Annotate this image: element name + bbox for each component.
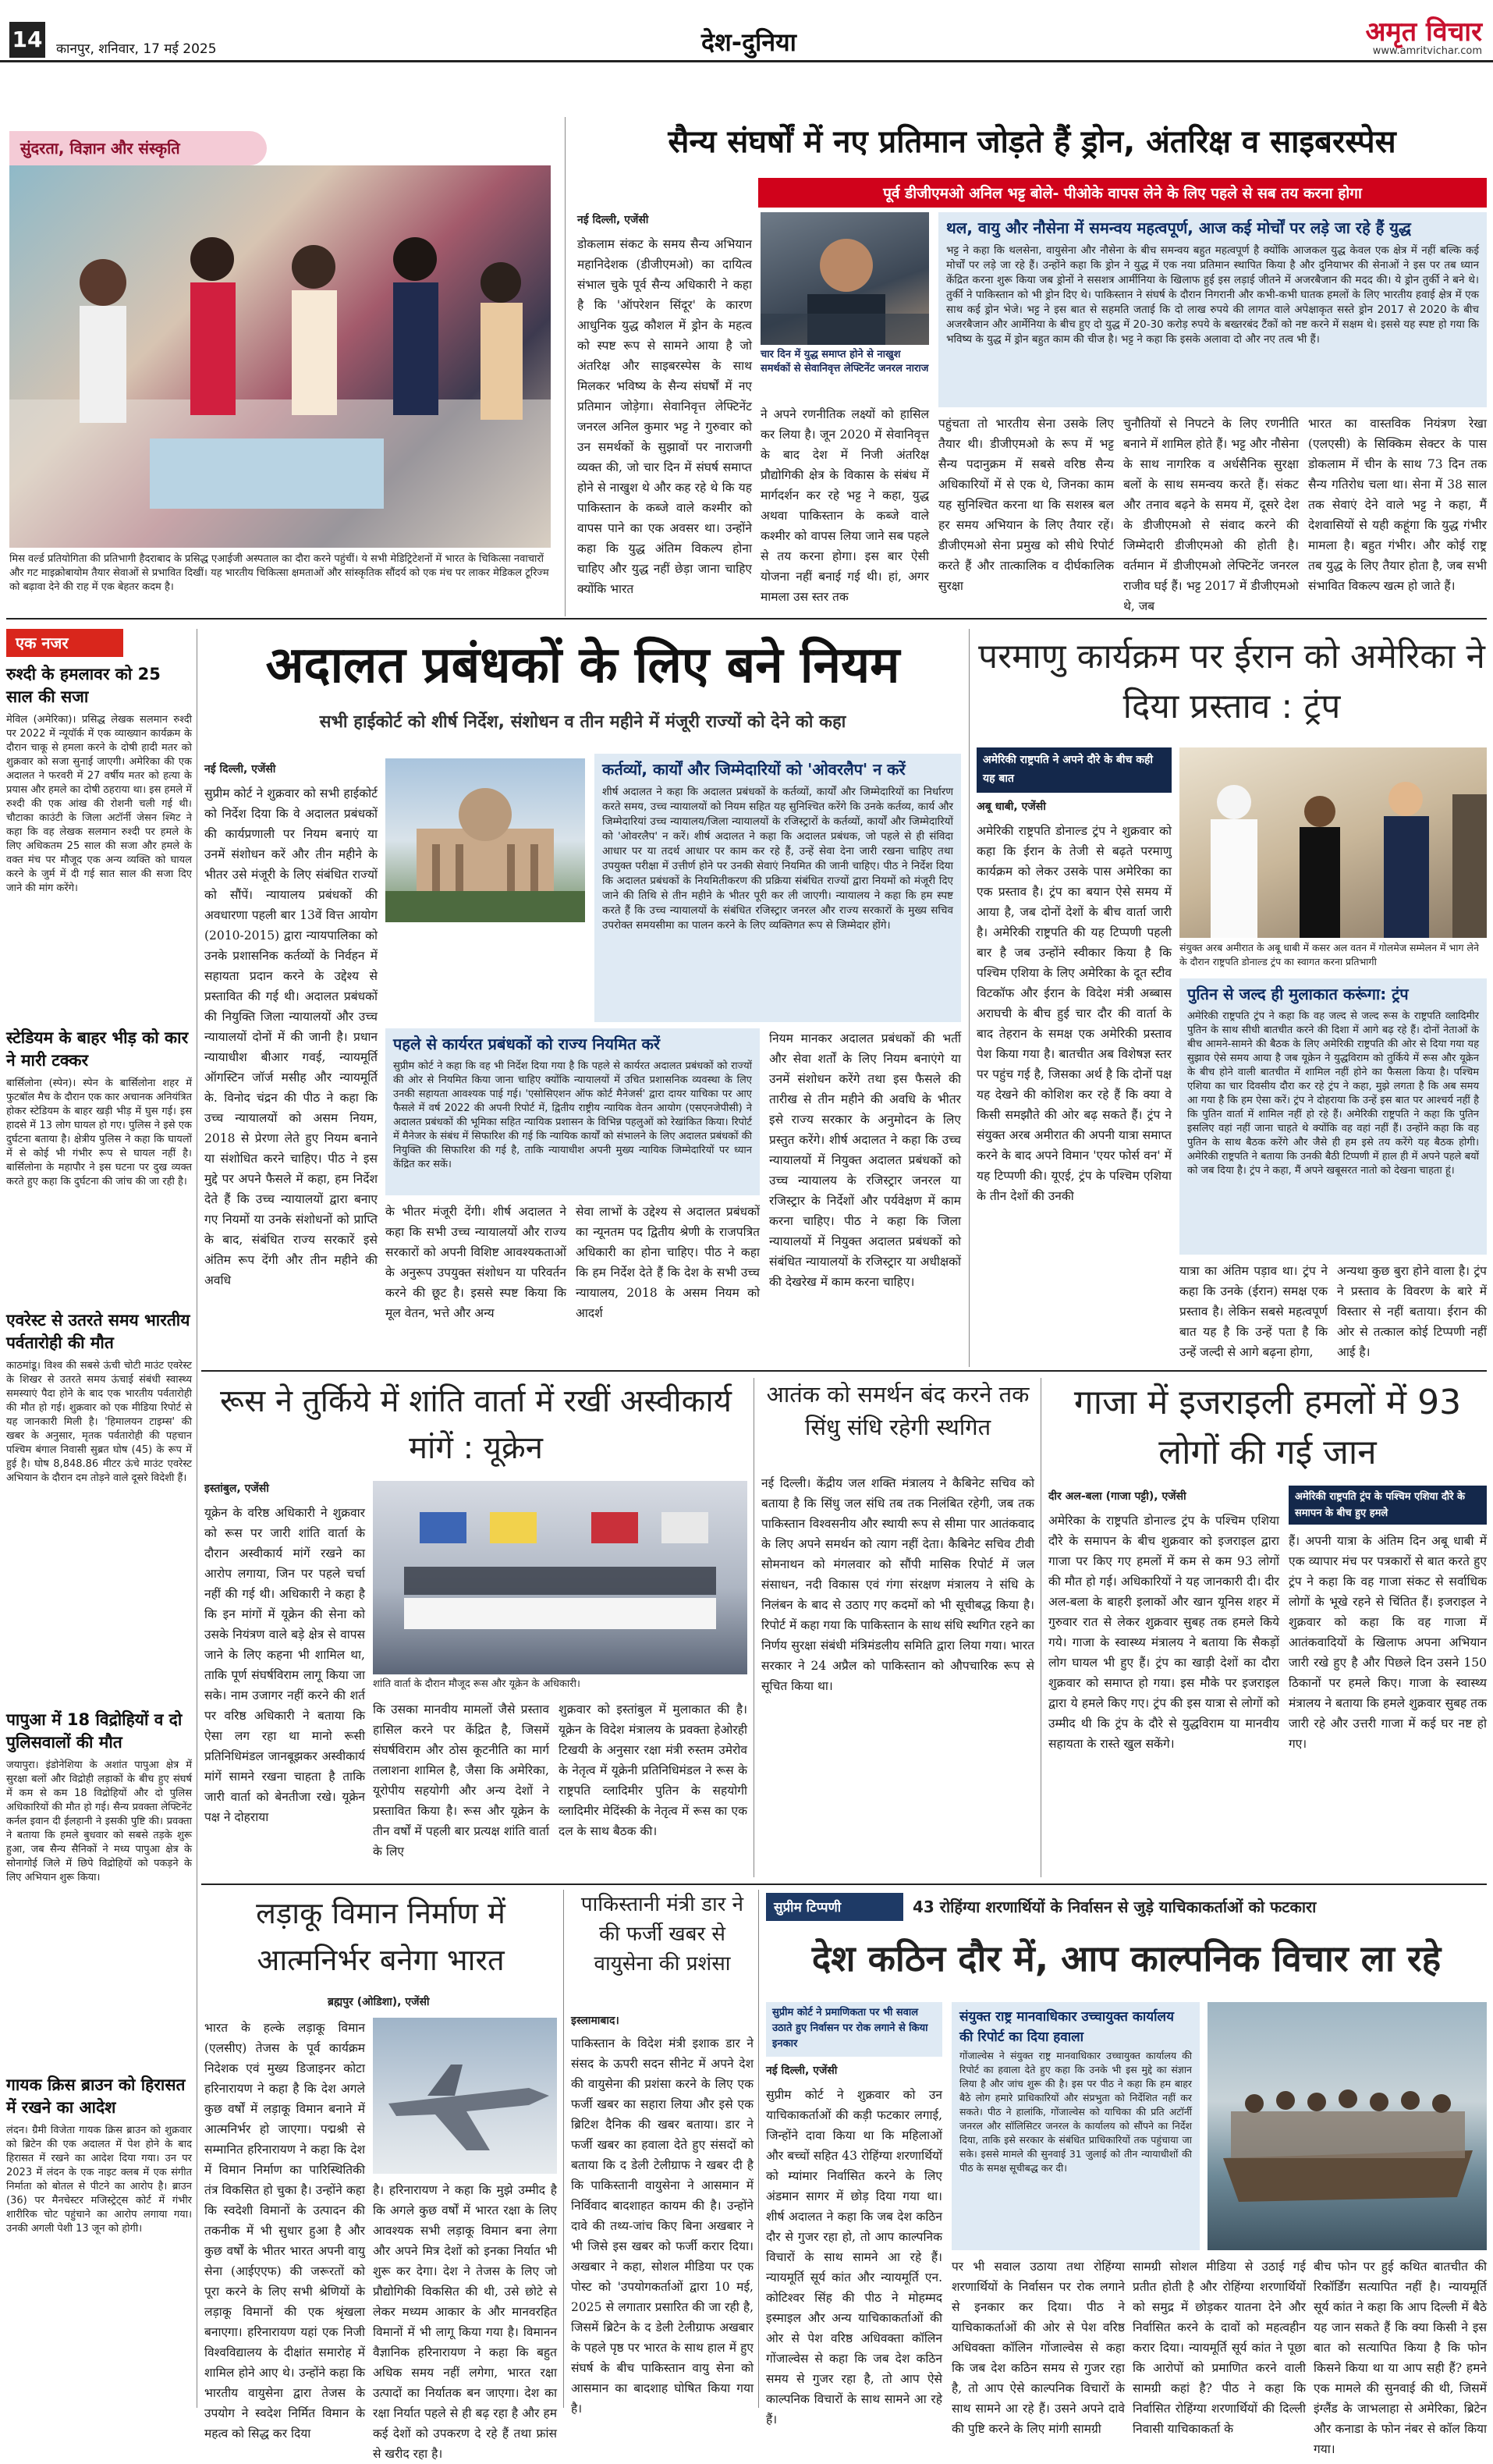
supreme-col-3: सामग्री सोशल मीडिया से उठाई गई प्रतीत होती है और रोहिंग्या शरणार्थियों को समुद्र में छोड़कर यातना देने और निर्वासित करने के दावों को महत्वहीन करार दिया। न्यायमूर्ति सूर्य कांत ने पूछा कि आरोपों को प्रमाणित करने वाली सामग्री कहां है? पीठ ने कहा कि निर्वासित रोहिंग्या शरणार्थियों की दिल्ली निवासी याचिकाकर्ता के — [1133, 2260, 1306, 2436]
nazar-item-headline: एवरेस्ट से उतरते समय भारतीय पर्वतारोही की मौत — [6, 1311, 190, 1352]
gaza-tag: अमेरिकी राष्ट्रपति ट्रंप के पश्चिम एशिया दौरे के समापन के बीच हुए हमले — [1289, 1486, 1487, 1525]
drone-col-1: डोकलाम संकट के समय सैन्य अभियान महानिदेशक (डीजीएमओ) का दायित्व संभाल चुके पूर्व सैन्य अधिकारी ने कहा है कि 'ऑपरेशन सिंदूर' के कारण आधुनिक युद्ध कौशल में ड्रोन के महत्व को स्पष्ट रूप से सामने आया है जो अंतरिक्ष और साइबरस्पेस के साथ मिलकर भविष्य के सैन्य संघर्षों में नए प्रतिमान जोड़ेगा। सेवानिवृत्त लेफ्टिनेंट जनरल अनिल कुमार भट्ट ने गुरुवार को उन समर्थकों के सुझावों पर नाराजगी व्यक्त की, जो चार दिन में संघर्ष समाप्त होने से नाखुश थे और कह रहे थे कि यह पाकिस्तान के कब्जे वाले कश्मीर को वापस पाने का एक अवसर था। उन्होंने कहा कि युद्ध अंतिम विकल्प होना चाहिए और युद्ध नहीं छेड़ा जाना चाहिए क्योंकि भारत — [577, 237, 752, 596]
supreme-banner: 43 रोहिंग्या शरणार्थियों के निर्वासन से जुड़े याचिकाकर्ताओं को फटकारा — [913, 1898, 1317, 1916]
iran-col-3: अन्यथा कुछ बुरा होने वाला है। ट्रंप ने प्रस्ताव के विवरण के बारे में विस्तार से नहीं बताया। ईरान की ओर से तत्काल कोई टिप्पणी नहीं आई है। — [1337, 1264, 1487, 1359]
indus-text: नई दिल्ली। केंद्रीय जल शक्ति मंत्रालय ने कैबिनेट सचिव को बताया है कि सिंधु जल संधि तब तक निलंबित रहेगी, जब तक पाकिस्तान विश्वसनीय और स्थायी रूप से सीमा पार आतंकवाद के लिए अपने समर्थन को त्याग नहीं देता। कैबिनेट सचिव टीवी सोमनाथन को मंगलवार को सौंपी मासिक रिपोर्ट में जल संसाधन, नदी विकास एवं गंगा संरक्षण मंत्रालय ने संधि के निलंबन के बाद से उठाए गए कदमों को भी सूचीबद्ध किया है। रिपोर्ट में कहा गया कि पाकिस्तान के साथ संधि स्थगित रहने का निर्णय सुरक्षा संबंधी मंत्रिमंडलीय समिति द्वारा लिया गया। भारत सरकार ने 24 अप्रैल को पाकिस्तान को औपचारिक रूप से सूचित किया था। — [761, 1476, 1034, 1693]
ek-nazar-label-box: एक नजर — [6, 629, 123, 657]
nazar-item-text: बार्सिलोना (स्पेन)। स्पेन के बार्सिलोना शहर में फुटबॉल मैच के दौरान एक कार अचानक अनियंत्रित होकर स्टेडियम के बाहर खड़ी भीड़ में घुस गई। इस हादसे में 13 लोग घायल हो गए। पुलिस ने इसे एक दुर्घटना बताया है। क्षेत्रीय पुलिस ने कहा कि घायलों में से कोई भी गंभीर रूप से घायल नहीं है। बार्सिलोना के महापौर ने इस घटना पर दुख व्यक्त करते हुए कहा कि दुर्घटना की जांच की जा रही है। — [6, 1078, 192, 1188]
trump-uae-caption: संयुक्त अरब अमीरात के अबू धाबी में कसर अल वतन में गोलमेज सम्मेलन में भाग लेने के दौरान राष्ट्रपति डोनाल्ड ट्रंप का स्वागत करना प्रतिभागी — [1179, 942, 1479, 967]
drone-col-2: ने अपने रणनीतिक लक्ष्यों को हासिल कर लिया है। जून 2020 में सेवानिवृत्त के बाद देश में निजी अंतरिक्ष प्रौद्योगिकी क्षेत्र के विकास के संबंध में मार्गदर्शन कर रहे भट्ट ने कहा, युद्ध अथवा पाकिस्तान के कब्जे वाले कश्मीर को वापस लिया जाने सब पहले से तय करना होगा। इस बार ऐसी योजना नहीं बनाई गई थी। हां, अगर मामला उस स्तर तक — [761, 407, 929, 604]
ek-nazar-sidebar — [6, 629, 192, 2408]
peace-talks-caption: शांति वार्ता के दौरान मौजूद रूस और यूक्रेन के अधिकारी। — [373, 1678, 580, 1690]
nazar-item-text: मेविल (अमेरिका)। प्रसिद्ध लेखक सलमान रुश्दी पर 2022 में न्यूयॉर्क में एक व्याख्यान कार्यक्रम के दौरान चाकू से हमला करने के दोषी हादी मतर को शुक्रवार को सजा सुनाई जाएगी। अमेरिका की एक अदालत ने फरवरी में 27 वर्षीय मतर को हत्या के प्रयास और हमले का दोषी ठहराया था। इस हमले में रुश्दी की एक आंख की रोशनी चली गई थी। चौटाका काउंटी के जिला अटॉर्नी जेसन श्मिट ने कहा कि वह लेखक सलमान रुश्दी पर हमले के लिए अधिकतम 25 साल की सजा और हमले के वक्त मंच पर मौजूद एक अन्य व्यक्ति को घायल करने के जुर्म में दी गई सात साल की सजा दिए जाने की मांग करेंगे। — [6, 714, 192, 894]
drone-box-text: भट्ट ने कहा कि थलसेना, वायुसेना और नौसेना के बीच समन्वय बहुत महत्वपूर्ण है क्योंकि आजकल युद्ध केवल एक क्षेत्र में नहीं बल्कि कई मोर्चों पर लड़े जा रहे हैं। उन्होंने कहा कि ड्रोन ने युद्ध में एक नया प्रतिमान स्थापित किया है और दुनियाभर की सेनाओं ने इस पर तब ध्यान केंद्रित करना शुरू किया जब ड्रोनों ने ससशत्र आर्मीनिया के खिलाफ हुई इस लड़ाई जीतने में अजरबैजान की मदद की। ये ड्रोन तुर्की ने बने थे। तुर्की ने पाकिस्तान को भी ड्रोन दिए थे। पाकिस्तान ने संघर्ष के दौरान निगरानी और कभी-कभी घातक हमलों के लिए भारतीय हवाई क्षेत्र में एक साथ कई ड्रोन भेजे। भट्ट ने इस बात से सहमति जताई कि दो लाख रुपये की लागत वाले अपेक्षाकृत सस्ते ड्रोन 2017 से 2020 के बीच अजरबैजान और आर्मेनिया के बीच हुए दो युद्ध में 20-30 करोड़ रुपये के बख्तरबंद टैंकों को नष्ट करने में सक्षम थे। इससे यह स्पष्ट हो गया कि भविष्य के युद्ध में ड्रोन बहुत काम की चीज है। भट्ट ने कहा कि इसके अलावा दो और नए तत्व भी हैं। — [946, 244, 1479, 346]
iran-col-1: अमेरिकी राष्ट्रपति डोनाल्ड ट्रंप ने शुक्रवार को कहा कि ईरान के तेजी से बढ़ते परमाणु कार्यक्रम को लेकर उसके पास अमेरिका का एक प्रस्ताव है। ट्रंप का बयान ऐसे समय में आया है, जब दोनों देशों के बीच वार्ता जारी है। अमेरिकी राष्ट्रपति की यह टिप्पणी पहली बार है जब उन्होंने स्वीकार किया है कि पश्चिम एशिया के लिए अमेरिका के दूत स्टीव विटकॉफ और ईरान के विदेश मंत्री अब्बास अराघची के बीच हुई चार दौर की वार्ता के बाद तेहरान के समक्ष एक अमेरिकी प्रस्ताव पेश किया गया है। बातचीत अब विशेषज्ञ स्तर पर पहुंच गई है, जिसका अर्थ है कि दोनों पक्ष यह देखने की कोशिश कर रहे हैं कि क्या वे किसी समझौते की ओर बढ़ सकते हैं। ट्रंप ने संयुक्त अरब अमीरात की अपनी यात्रा समाप्त करने के बाद अपने विमान 'एयर फोर्स वन' में यह टिप्पणी की। यूएई, ट्रंप के पश्चिम एशिया के तीन देशों की उनकी — [977, 824, 1172, 1203]
drone-byline: नई दिल्ली, एजेंसी — [577, 214, 649, 226]
drone-col-5: भारत का वास्तविक नियंत्रण रेखा (एलएसी) के सिक्किम सेक्टर के पास डोकलाम में चीन के साथ 73 दिन तक सैन्य गतिरोध चला था। सेना में 38 साल तक सेवाएं देने वाले भट्ट ने कहा, मैं देशवासियों से यही कहूंगा कि युद्ध गंभीर मामला है। बहुत गंभीर। और कोई राष्ट्र तब युद्ध के लिए तैयार होता है, जब सभी संभावित विकल्प खत्म हो जाते हैं। — [1308, 417, 1487, 593]
fighter-col-2: है। हरिनारायण ने कहा कि मुझे उम्मीद है कि अगले कुछ वर्षों में भारत रक्षा के लिए आवश्यक सभी लड़ाकू विमान बना लेगा और अपने मित्र देशों को इनका निर्यात भी शुरू कर देगा। देश ने तेजस के लिए जो प्रौद्योगिकी विकसित की थी, उसे छोटे से लेकर मध्यम आकार के और मानवरहित विमानों में भी लागू किया गया है। विमानन वैज्ञानिक हरिनारायण ने कहा कि बहुत अधिक समय नहीं लगेगा, भारत रक्षा उत्पादों का निर्यातक बन जाएगा। देश का रक्षा निर्यात पहले से ही बढ़ रहा है और हम कई देशों को उपकरण दे रहे हैं तथा फ्रांस से खरीद रहा है। — [373, 2183, 557, 2461]
column-divider — [563, 1890, 564, 2408]
supreme-tag: सुप्रीम टिप्पणी — [766, 1893, 903, 1921]
anil-bhatt-photo — [761, 212, 929, 345]
drone-box-headline: थल, वायु और नौसेना में समन्वय महत्वपूर्ण, आज कई मोर्चों पर लड़े जा रहे हैं युद्ध — [946, 218, 1411, 237]
putin-box — [1179, 978, 1487, 1255]
nazar-item-headline: पापुआ में 18 विद्रोहियों व दो पुलिसवालों की मौत — [6, 1710, 183, 1752]
section-title: देश-दुनिया — [701, 27, 796, 57]
rohingya-boat-photo — [1208, 2002, 1487, 2250]
supreme-box — [952, 2002, 1200, 2250]
column-divider — [758, 1890, 759, 2408]
supreme-byline: नई दिल्ली, एजेंसी — [766, 2065, 838, 2077]
nazar-item-text: लंदन। ग्रैमी विजेता गायक क्रिस ब्राउन को शुक्रवार को ब्रिटेन की एक अदालत में पेश होने के बाद हिरासत में रखने का आदेश दिया गया। उन पर 2023 में लंदन के एक नाइट क्लब में एक संगीत निर्माता को बोतल से पीटने का आरोप है। ब्राउन (36) पर मैनचेस्टर मजिस्ट्रेट्स कोर्ट में गंभीर शारीरिक चोट पहुंचाने का आरोप लगाया गया। उनकी अगली पेशी 13 जून को होगी। — [6, 2125, 192, 2235]
supreme-col-1: सुप्रीम कोर्ट ने शुक्रवार को उन याचिकाकर्ताओं की कड़ी फटकार लगाई, जिन्होंने दावा किया था कि महिलाओं और बच्चों सहित 43 रोहिंग्या शरणार्थियों को म्यांमार निर्वासित करने के लिए अंडमान सागर में छोड़ दिया गया था। शीर्ष अदालत ने कहा कि जब देश कठिन दौर से गुजर रहा हो, तो आप काल्पनिक विचारों के साथ सामने आ रहे हैं। न्यायमूर्ति सूर्य कांत और न्यायमूर्ति एन. कोटिश्वर सिंह की पीठ ने मोहम्मद इस्माइल और अन्य याचिकाकर्ताओं की ओर से पेश वरिष्ठ अधिवक्ता कॉलिन गोंजाल्वेस से कहा कि जब देश कठिन समय से गुजर रहा है, तो आप ऐसे काल्पनिक विचारों के साथ सामने आ रहे हैं। — [766, 2088, 942, 2427]
anil-bhatt-caption: चार दिन में युद्ध समाप्त होने से नाखुश समर्थकों से सेवानिवृत्त लेफ्टिनेंट जनरल नाराज — [761, 349, 929, 375]
column-divider — [565, 117, 566, 616]
fighter-byline: ब्रह्मपुर (ओडिशा), एजेंसी — [328, 1996, 430, 2008]
culture-tag: सुंदरता, विज्ञान और संस्कृति — [9, 131, 267, 165]
russia-col-1: यूक्रेन के वरिष्ठ अधिकारी ने शुक्रवार को रूस पर जारी शांति वार्ता के दौरान अस्वीकार्य मांगें रखने का आरोप लगाया, जिन पर पहले चर्चा नहीं की गई थी। अधिकारी ने कहा है कि इन मांगों में यूक्रेन की सेना को उसके नियंत्रण वाले बड़े क्षेत्र से वापस जाने के लिए कहना भी शामिल था, ताकि पूर्ण संघर्षविराम लागू किया जा सके। नाम उजागर नहीं करने की शर्त पर वरिष्ठ अधिकारी ने बताया कि ऐसा लग रहा था मानो रूसी प्रतिनिधिमंडल जानबूझकर अस्वीकार्य मांगें सामने रखना चाहता है ताकि जारी वार्ता को बेनतीजा रखे। यूक्रेन पक्ष ने दोहराया — [204, 1506, 365, 1824]
nazar-item-text: काठमांडू। विश्व की सबसे ऊंची चोटी माउंट एवरेस्ट के शिखर से उतरते समय ऊंचाई संबंधी स्वास्थ्य समस्याएं पैदा होने के बाद एक भारतीय पर्वतारोही की मौत हो गई। शुक्रवार को एक मीडिया रिपोर्ट से यह जानकारी मिली है। 'हिमालयन टाइम्स' की खबर के अनुसार, मृतक पर्वतारोही की पहचान पश्चिम बंगाल निवासी सुब्रत घोष (45) के रूप में हुई है। घोष 8,848.86 मीटर ऊंचे माउंट एवरेस्ट अभियान के दौरान दम तोड़ने वाले दूसरे विदेशी हैं। — [6, 1360, 192, 1484]
iran-tag: अमेरिकी राष्ट्रपति ने अपने दौरे के बीच कही यह बात — [977, 747, 1172, 793]
dar-text: पाकिस्तान के विदेश मंत्री इशाक डार ने संसद के ऊपरी सदन सीनेट में अपने देश की वायुसेना की प्रशंसा करने के लिए एक फर्जी खबर का सहारा लिया और इसे एक ब्रिटिश दैनिक की खबर बताया। डार ने फर्जी खबर का हवाला देते हुए संसदों को बताया कि द डेली टेलीग्राफ ने खबर दी है कि पाकिस्तानी वायुसेना ने आसमान में निर्विवाद बादशाहत कायम की है। उन्होंने दावे की तथ्य-जांच किए बिना अखबार ने भी जिसे इस खबर को फर्जी करार दिया। अखबार ने कहा, सोशल मीडिया पर एक पोस्ट को 'उपयोगकर्ताओं द्वारा 10 मई, 2025 से लगातार प्रसारित की जा रही है, जिसमें ब्रिटेन के द डेली टेलीग्राफ अखबार के पहले पृष्ठ पर भारत के साथ हाल में हुए संघर्ष के बीच पाकिस्तान वायु सेना को आसमान का बादशाह घोषित किया गया है। — [571, 2036, 754, 2416]
indus-headline: आतंक को समर्थन बंद करने तक सिंधु संधि रहेगी स्थगित — [766, 1381, 1030, 1440]
courts-subheadline: सभी हाईकोर्ट को शीर्ष निर्देश, संशोधन व तीन महीने में मंजूरी राज्यों को देने को कहा — [319, 712, 846, 732]
gaza-byline: दीर अल-बला (गाजा पट्टी), एजेंसी — [1048, 1490, 1186, 1503]
supreme-court-photo — [385, 758, 585, 922]
gaza-col-2: हैं। अपनी यात्रा के अंतिम दिन अबू धाबी में एक व्यापार मंच पर पत्रकारों से बात करते हुए ट्रंप ने कहा कि वह गाजा संकट से सर्वाधिक लोगों के भूखे रहने से चिंतित हैं। इजराइल ने शुक्रवार को कहा कि वह गाजा में आतंकवादियों के खिलाफ अपना अभियान जारी रखे हुए है और पिछले दिन उसने 150 ठिकानों पर हमले किए। गाजा के स्वास्थ्य मंत्रालय ने बताया कि हमले शुक्रवार सुबह तक जारी रहे और उत्तरी गाजा में कई घर नष्ट हो गए। — [1289, 1534, 1487, 1751]
drone-banner: पूर्व डीजीएमओ अनिल भट्ट बोले- पीओके वापस लेने के लिए पहले से सब तय करना होगा — [758, 178, 1487, 208]
fighter-headline: लड़ाकू विमान निर्माण में आत्मनिर्भर बनेगा भारत — [256, 1896, 505, 1977]
column-divider — [969, 629, 970, 1367]
supreme-col-4: बीच फोन पर हुई कथित बातचीत की रिकॉर्डिंग सत्यापित नहीं है। न्यायमूर्ति सूर्य कांत ने कहा कि आप दिल्ली में बैठे यह जान सकते हैं कि क्या किसी ने इस बात को सत्यापित किया है कि फोन किसने किया था या आप सही हैं? हमने एक मामले की सुनवाई की थी, जिसमें इंग्लैंड के जाभलाहा से अमेरिका, ब्रिटेन और कनाडा के फोन नंबर से कॉल किया गया। — [1314, 2260, 1487, 2456]
masthead — [0, 0, 1493, 62]
courts-byline: नई दिल्ली, एजेंसी — [204, 763, 276, 776]
drone-sidebar-box — [938, 212, 1487, 407]
iran-col-2: यात्रा का अंतिम पड़ाव था। ट्रंप ने कहा कि उनके (ईरान) समक्ष एक प्रस्ताव है। लेकिन सबसे महत्वपूर्ण बात यह है कि उन्हें पता है कि उन्हें जल्दी से आगे बढ़ना होगा, — [1179, 1264, 1328, 1359]
brand-website: www.amritvichar.com — [1372, 45, 1482, 57]
fighter-col-1: भारत के हल्के लड़ाकू विमान (एलसीए) तेजस के पूर्व कार्यक्रम निदेशक एवं मुख्य डिजाइनर कोटा हरिनारायण ने कहा है कि देश अगले कुछ वर्षों में लड़ाकू विमान बनाने में आत्मनिर्भर हो जाएगा। पद्मश्री से सम्मानित हरिनारायण ने कहा कि देश में विमान निर्माण का पारिस्थितिकी तंत्र विकसित हो चुका है। उन्होंने कहा कि स्वदेशी विमानों के उत्पादन की तकनीक में भी सुधार हुआ है और कुछ वर्षों के भीतर भारत अपनी वायु सेना (आईएएफ) की जरूरतों को पूरा करने के लिए सभी श्रेणियों के लड़ाकू विमानों की एक श्रृंखला बनाएगा। हरिनारायण यहां एक निजी विश्वविद्यालय के दीक्षांत समारोह में शामिल होने आए थे। उन्होंने कहा कि भारतीय वायुसेना द्वारा तेजस के उपयोग ने स्वदेश निर्मित विमान के महत्व को सिद्ध कर दिया — [204, 2021, 365, 2441]
culture-caption: मिस वर्ल्ड प्रतियोगिता की प्रतिभागी हैदराबाद के प्रसिद्ध एआईजी अस्पताल का दौरा करने पहुंचीं। ये सभी मेडिट्रिटेशनों में भारत के चिकित्सा नवाचारों और गट माइक्रोबायोम तैयार सेवाओं से प्रभावित दिखीं। यह भारतीय चिकित्सा क्षमताओं और सांस्कृतिक सौंदर्य को एक मंच पर लाकर मेडिकल टूरिज्म को बढ़ावा देने की राह में एक बेहतर कदम है। — [9, 553, 549, 593]
iran-headline: परमाणु कार्यक्रम पर ईरान को अमेरिका ने दिया प्रस्ताव : ट्रंप — [978, 637, 1485, 726]
russia-byline: इस्तांबुल, एजेंसी — [204, 1482, 269, 1495]
drone-col-4: चुनौतियों से निपटने के लिए रणनीति बनाने में शामिल होते हैं। भट्ट और नौसेना के साथ नागरिक व अर्धसैनिक सुरक्षा बलों के साथ समन्वय करते हैं। संकट और तनाव बढ़ने के समय में, दूसरे देश के डीजीएमओ से संवाद करने की जिम्मेदारी डीजीएमओ की होती है। वर्तमान में डीजीएमओ लेफ्टिनेंट जनरल राजीव घई हैं। भट्ट 2017 में डीजीएमओ थे, जब — [1123, 417, 1299, 613]
russia-col-3: शुक्रवार को इस्तांबुल में मुलाकात की है। यूक्रेन के विदेश मंत्रालय के प्रवक्ता हेओरही टिखयी के अनुसार रक्षा मंत्री रुस्तम उमेरोव के नेतृत्व में यूक्रेनी प्रतिनिधिमंडल ने रूस के राष्ट्रपति व्लादिमीर पुतिन के सहयोगी व्लादिमीर मेदिंस्की के नेतृत्व में रूस का एक दल के साथ बैठक की। — [559, 1702, 747, 1838]
gaza-col-1: अमेरिका के राष्ट्रपति डोनाल्ड ट्रंप के पश्चिम एशिया दौरे के समापन के बीच शुक्रवार को इजराइल द्वारा गाजा पर किए गए हमलों में कम से कम 93 लोगों की मौत हो गई। अधिकारियों ने यह जानकारी दी। दीर अल-बला के बाहरी इलाकों और खान यूनिस शहर में गुरुवार रात से लेकर शुक्रवार सुबह तक हमले किये गये। गाजा के स्वास्थ्य मंत्रालय ने बताया कि सैकड़ों लोग घायल भी हुए हैं। ट्रंप का खाड़ी देशों का दौरा शुक्रवार को समाप्त हो गया। इस मौके पर इजराइल द्वारा ये हमले किए गए। ट्रंप की इस यात्रा से लोगों को उम्मीद थी कि ट्रंप के दौरे से युद्धविराम या मानवीय सहायता के रास्ते खुल सकेंगे। — [1048, 1514, 1279, 1751]
horizontal-rule — [201, 1370, 1487, 1372]
supreme-col-2: पर भी सवाल उठाया तथा रोहिंग्या शरणार्थियों के निर्वासन पर रोक लगाने से इनकार कर दिया। पीठ ने याचिकाकर्ताओं की ओर से पेश वरिष्ठ अधिवक्ता कॉलिन गोंजाल्वेस से कहा कि जब देश कठिन समय से गुजर रहा है, तो आप ऐसे काल्पनिक विचारों के साथ सामने आ रहे हैं। उसने अपने दावे की पुष्टि करने के लिए मांगी सामग्री — [952, 2260, 1125, 2436]
dar-headline: पाकिस्तानी मंत्री डार ने की फर्जी खबर से वायुसेना की प्रशंसा — [580, 1893, 744, 1976]
courts-col-4: नियम मानकर अदालत प्रबंधकों की भर्ती और सेवा शर्तों के लिए नियम बनाएंगे या उनमें संशोधन करेंगे तथा इस फैसले की तारीख से तीन महीने की अवधि के भीतर इसे राज्य सरकार के अनुमोदन के लिए प्रस्तुत करेंगे। शीर्ष अदालत ने कहा कि उच्च न्यायालयों में नियुक्त अदालत प्रबंधकों को उच्च न्यायालय के रजिस्ट्रार जनरल या रजिस्ट्रार के निर्देशों और पर्यवेक्षण में काम करना चाहिए। पीठ ने कहा कि जिला न्यायालयों में नियुक्त अदालत प्रबंधकों को संबंधित न्यायालयों के रजिस्ट्रार या अधीक्षकों की देखरेख में काम करना चाहिए। — [769, 1031, 961, 1289]
iran-byline: अबू धाबी, एजेंसी — [977, 801, 1046, 813]
horizontal-rule — [201, 1884, 1487, 1885]
drone-col-3: पहुंचता तो भारतीय सेना उसके लिए तैयार थी। डीजीएमओ के रूप में भट्ट सैन्य पदानुक्रम में सबसे वरिष्ठ सैन्य अधिकारियों में से एक थे, जिनका काम यह सुनिश्चित करना था कि सशस्त्र बल हर समय अभियान के लिए तैयार रहें। डीजीएमओ सेना प्रमुख को सीधे रिपोर्ट करते हैं और तात्कालिक व दीर्घकालिक सुरक्षा — [938, 417, 1114, 593]
putin-box-text: अमेरिकी राष्ट्रपति ट्रंप ने कहा कि वह जल्द से जल्द रूस के राष्ट्रपति व्लादिमीर पुतिन के साथ सीधी बातचीत करने की दिशा में आगे बढ़ रहे हैं। दोनों नेताओं के बीच आमने-सामने की बैठक के लिए अमेरिकी राष्ट्रपति की ओर से दिया गया यह सुझाव ऐसे समय आया है जब यूक्रेन ने युद्धविराम को तुर्किये में रूस और यूक्रेन के बीच होने वाली बातचीत में शामिल नहीं होने का फैसला किया है। पश्चिम एशिया का चार दिवसीय दौरा कर रहे ट्रंप ने कहा, मुझे लगता है कि अब समय आ गया है कि हम ऐसा करें। ट्रंप ने दोहराया कि उन्हें इस बात पर आश्चर्य नहीं है कि पुतिन वार्ता में शामिल नहीं हो रहे हैं। अमेरिकी राष्ट्रपति ने कहा कि पुतिन इसलिए वहां नहीं जाना चाहते थे क्योंकि वह वहां नहीं हैं। उन्होंने कहा कि वह पुतिन के साथ बैठक करेंगे और जैसे ही हम इसे तय करेंगे यह बैठक होगी। अमेरिकी राष्ट्रपति ने बताया कि उनकी बैठी टिप्पणी में हाल ही में अपने पहले बयों को जब दिया है। ट्रंप ने कहा, मैं अपने खबूसरत नातो को देखना चाहता हूं। — [1187, 1010, 1479, 1177]
nazar-item-headline: स्टेडियम के बाहर भीड़ को कार ने मारी टक्कर — [6, 1028, 189, 1070]
courts-box-2-headline: पहले से कार्यरत प्रबंधकों को राज्य नियमित करें — [393, 1035, 661, 1053]
courts-col-2: के भीतर मंजूरी देंगी। शीर्ष अदालत ने कहा कि सभी उच्च न्यायालयों और राज्य सरकारों को अपनी विशिष्ट आवश्यकताओं के अनुरूप उपयुक्त संशोधन या परिवर्तन करने की छूट है। इससे स्पष्ट किया कि मूल वेतन, भत्ते और अन्य — [385, 1205, 566, 1320]
supreme-headline: देश कठिन दौर में, आप काल्पनिक विचार ला रहे — [811, 1937, 1442, 1979]
courts-box-1-text: शीर्ष अदालत ने कहा कि अदालत प्रबंधकों के कर्तव्यों, कार्यों और जिम्मेदारियों का निर्धारण करते समय, उच्च न्यायालयों को नियम सहित यह सुनिश्चित करेंगे कि उनके कर्तव्य, कार्य और जिम्मेदारियां उच्च न्यायालय/जिला न्यायालयों के रजिस्ट्रारों के कर्तव्यों, कार्यों और जिम्मेदारियों को 'ओवरलैप' न करें। शीर्ष अदालत ने कहा कि अदालत प्रबंधक, जो पहले से ही संविदा आधार पर या तदर्थ आधार पर काम कर रहे हैं, उन्हें सेवा देना जारी रखना चाहिए तथा उपयुक्त परीक्षा में उत्तीर्ण होने पर उनकी सेवाएं नियमित की जानी चाहिए। पीठ ने निर्देश दिया कि अदालत प्रबंधकों के नियमितीकरण की प्रक्रिया संबंधित राज्यों द्वारा नियमों को मंजूरी दिए जाने की तिथि से तीन महीने के भीतर पूरी कर ली जाएगी। न्यायालय ने कहा कि हम स्पष्ट करते हैं कि उच्च न्यायालयों के संबंधित रजिस्ट्रार जनरल और राज्य सरकारों के मुख्य सचिव उपरोक्त समयसीमा का पालन करने के लिए व्यक्तिगत रूप से जिम्मेदार होंगे। — [602, 786, 953, 932]
putin-box-headline: पुतिन से जल्द ही मुलाकात करूंगा: ट्रंप — [1187, 985, 1409, 1003]
supreme-box-text: गोंजाल्वेस ने संयुक्त राष्ट्र मानवाधिकार उच्चायुक्त कार्यालय की रिपोर्ट का हवाला देते हुए कहा कि उनके भी इस मुद्दे का संज्ञान लिया है और जांच शुरू की है। इस पर पीठ ने कहा कि हम बाहर बैठे लोग हमारे प्राधिकारियों और संप्रभुता को निर्देशित नहीं कर सकते। पीठ ने हालांकि, गोंजाल्वेस को याचिका की प्रति अटॉर्नी जनरल और सॉलिसिटर जनरल के कार्यालय को सौंपने का निर्देश दिया, ताकि इसे सरकार के संबंधित प्राधिकारियों तक पहुंचाया जा सके। इससे मामले की सुनवाई 31 जुलाई को तीन न्यायाधीशों की पीठ के समक्ष सूचीबद्ध कर दी। — [959, 2050, 1192, 2174]
courts-col-1: सुप्रीम कोर्ट ने शुक्रवार को सभी हाईकोर्ट को निर्देश दिया कि वे अदालत प्रबंधकों की कार्यप्रणाली पर नियम बनाएं या उनमें संशोधन करें और तीन महीने के भीतर उसे मंजूरी के लिए संबंधित राज्यों को सौंपें। न्यायालय प्रबंधकों की अवधारणा पहली बार 13वें वित्त आयोग (2010-2015) द्वारा न्यायपालिका को उनके प्रशासनिक कर्तव्यों के निर्वहन में सहायता प्रदान करने के उद्देश्य से प्रस्तावित की गई थी। अदालत प्रबंधकों की नियुक्ति जिला न्यायालयों और उच्च न्यायालयों दोनों में की जानी है। प्रधान न्यायाधीश बीआर गवई, न्यायमूर्ति ऑगस्टिन जॉर्ज मसीह और न्यायमूर्ति के. विनोद चंद्रन की पीठ ने कहा कि उच्च न्यायालयों को असम नियम, 2018 से प्रेरणा लेते हुए नियम बनाने या संशोधित करने चाहिए। पीठ ने इस मुद्दे पर अपने फैसले में कहा, हम निर्देश देते हैं कि उच्च न्यायालयों द्वारा बनाए गए नियमों या उनके संशोधनों को प्राप्ति के बाद, संबंधित राज्य सरकारें इसे अंतिम रूप देंगी और तीन महीने की अवधि — [204, 786, 378, 1287]
brand-logo: अमृत विचार — [1365, 16, 1482, 48]
peace-talks-photo — [373, 1481, 747, 1674]
courts-box-2 — [385, 1028, 760, 1195]
gaza-headline: गाजा में इजराइली हमलों में 93 लोगों की गई जान — [1073, 1383, 1462, 1472]
nazar-item-text: जयापुरा। इंडोनेशिया के अशांत पापुआ क्षेत्र में सुरक्षा बलों और विद्रोही लड़ाकों के बीच हुए संघर्ष में कम से कम 18 विद्रोहियों और दो पुलिस अधिकारियों की मौत हो गई। सैन्य प्रवक्ता लेफ्टिनेंट कर्नल इवान दी ईलहानी ने इसकी पुष्टि की। प्रवक्ता ने बताया कि हमले बुधवार को सबसे तड़के शुरू हुआ, जब सैन्य सैनिकों ने मध्य पापुआ क्षेत्र के सोनागोई जिले में छिपे विद्रोहियों को पकड़ने के लिए अभियान शुरू किया। — [6, 1759, 192, 1884]
trump-uae-photo — [1179, 747, 1487, 938]
fighter-jet-photo — [373, 2018, 557, 2174]
dateline: कानपुर, शनिवार, 17 मई 2025 — [56, 41, 217, 57]
miss-world-hospital-photo — [9, 165, 551, 548]
dar-byline: इस्लामाबाद। — [571, 2015, 619, 2027]
courts-box-1-headline: कर्तव्यों, कार्यों और जिम्मेदारियों को 'ओवरलैप' न करें — [602, 760, 906, 779]
courts-box-2-text: सुप्रीम कोर्ट ने कहा कि वह भी निर्देश दिया गया है कि पहले से कार्यरत अदालत प्रबंधकों को राज्यों की ओर से नियमित किया जाना चाहिए क्योंकि न्यायालयों में उचित प्रशासनिक व्यवस्था के लिए उनकी सहायता आवश्यक पाई गई। 'एसोसिएशन ऑफ कोर्ट मैनेजर्स' द्वारा दायर याचिका पर आए फैसले में वर्ष 2022 की अपनी रिपोर्ट में, द्वितीय राष्ट्रीय न्यायिक वेतन आयोग (एसएनजेपीसी) ने अदालत प्रबंधकों की भूमिका सहित न्यायिक प्रशासन के विभिन्न पहलुओं को रेखांकित किया। रिपोर्ट में मैनेजर के संबंध में सिफारिश की गई कि न्यायिक कार्यों को संभालने के लिए अदालत प्रबंधकों की नियुक्ति की सिफारिश की गई है, ताकि न्यायाधीश अपनी मुख्य न्यायिक जिम्मेदारियों पर ध्यान केंद्रित कर सकें। — [393, 1060, 752, 1170]
courts-headline: अदालत प्रबंधकों के लिए बने नियम — [265, 637, 900, 694]
courts-box-1 — [594, 754, 961, 1022]
supreme-box-headline: संयुक्त राष्ट्र मानवाधिकार उच्चायुक्त कार्यालय की रिपोर्ट का दिया हवाला — [959, 2009, 1174, 2045]
nazar-item-headline: रुश्दी के हमलावर को 25 साल की सजा — [6, 665, 161, 706]
horizontal-rule — [6, 618, 1487, 620]
page-number: 14 — [9, 22, 45, 58]
nazar-item-headline: गायक क्रिस ब्राउन को हिरासत में रखने का आदेश — [6, 2075, 186, 2117]
russia-col-2: कि उसका मानवीय मामलों जैसे प्रस्ताव हासिल करने पर केंद्रित है, जिसमें संघर्षविराम और ठोस कूटनीति का मार्ग तलाशना शामिल है, जैसा कि अमेरिका, यूरोपीय सहयोगी और अन्य देशों ने प्रस्तावित किया है। रूस और यूक्रेन के तीन वर्षों में पहली बार प्रत्यक्ष शांति वार्ता के लिए — [373, 1702, 549, 1859]
courts-col-3: सेवा लाभों के उद्देश्य से अदालत प्रबंधकों का न्यूनतम पद द्वितीय श्रेणी के राजपत्रित अधिकारी का होना चाहिए। पीठ ने कहा कि हम निर्देश देते हैं कि देश के सभी उच्च न्यायालय, 2018 के असम नियम को आदर्श — [576, 1205, 760, 1320]
drone-headline: सैन्य संघर्षों में नए प्रतिमान जोड़ते हैं ड्रोन, अंतरिक्ष व साइबरस्पेस — [668, 124, 1396, 160]
russia-headline: रूस ने तुर्किये में शांति वार्ता में रखीं अस्वीकार्य मांगें : यूक्रेन — [220, 1383, 732, 1466]
supreme-summary-box: सुप्रीम कोर्ट ने प्रमाणिकता पर भी सवाल उठाते हुए निर्वासन पर रोक लगाने से किया इनकार — [766, 2002, 942, 2057]
